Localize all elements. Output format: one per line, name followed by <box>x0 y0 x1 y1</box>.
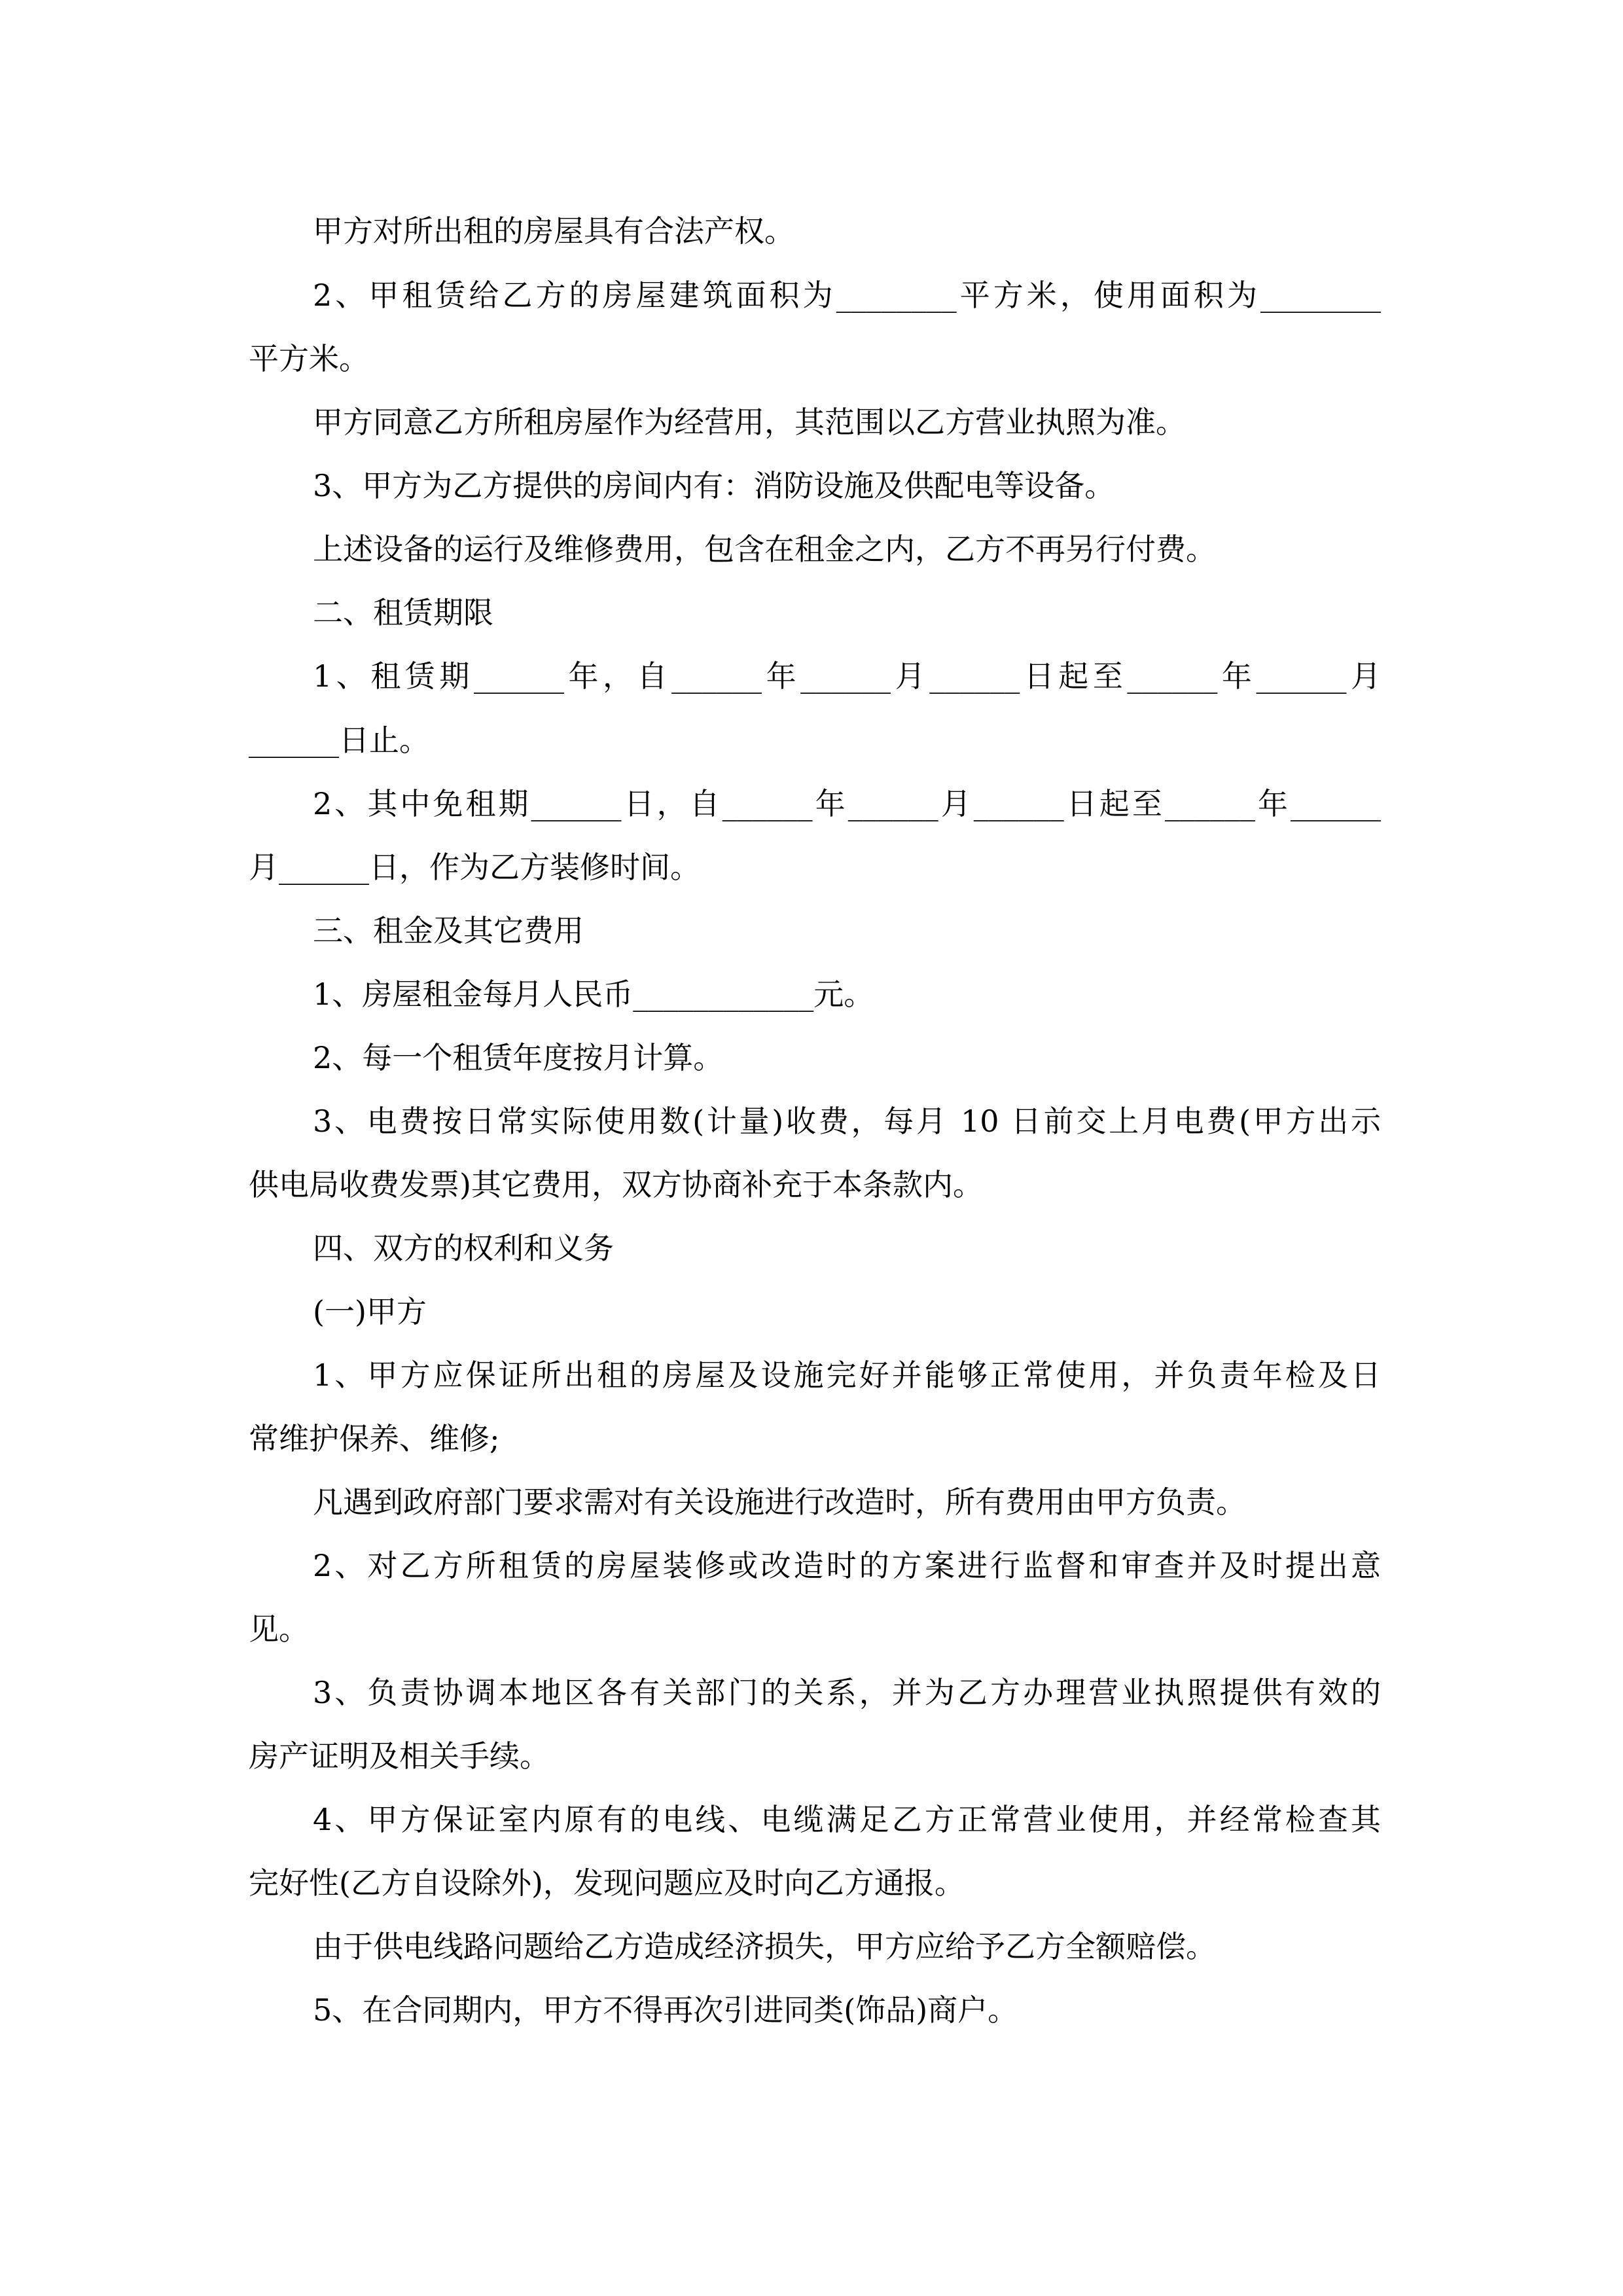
paragraph-line: 甲方同意乙方所租房屋作为经营用，其范围以乙方营业执照为准。 <box>313 404 1186 440</box>
paragraph-line: 1、甲方应保证所出租的房屋及设施完好并能够正常使用，并负责年检及日 <box>313 1357 1381 1393</box>
paragraph-line: 月______日，作为乙方装修时间。 <box>249 850 700 885</box>
paragraph-line: 凡遇到政府部门要求需对有关设施进行改造时，所有费用由甲方负责。 <box>313 1484 1246 1520</box>
paragraph-line: 2、甲租赁给乙方的房屋建筑面积为________平方米，使用面积为________ <box>313 278 1381 313</box>
paragraph-line: 见。 <box>249 1611 309 1647</box>
paragraph-line: 1、房屋租金每月人民币____________元。 <box>313 977 874 1012</box>
paragraph-line: 平方米。 <box>249 341 369 376</box>
paragraph-line: 5、在合同期内，甲方不得再次引进同类(饰品)商户。 <box>313 1992 1018 2028</box>
paragraph-line: 3、电费按日常实际使用数(计量)收费，每月 10 日前交上月电费(甲方出示 <box>313 1103 1381 1139</box>
paragraph-line: 4、甲方保证室内原有的电线、电缆满足乙方正常营业使用，并经常检查其 <box>313 1802 1381 1837</box>
paragraph-line: 供电局收费发票)其它费用，双方协商补充于本条款内。 <box>249 1167 983 1202</box>
paragraph-line: 由于供电线路问题给乙方造成经济损失，甲方应给予乙方全额赔偿。 <box>313 1929 1216 1964</box>
paragraph-line: 房产证明及相关手续。 <box>249 1738 550 1774</box>
paragraph-line: 上述设备的运行及维修费用，包含在租金之内，乙方不再另行付费。 <box>313 531 1216 567</box>
paragraph-line: 常维护保养、维修; <box>249 1421 500 1456</box>
paragraph-line: 3、甲方为乙方提供的房间内有：消防设施及供配电等设备。 <box>313 468 1115 503</box>
paragraph-line: 完好性(乙方自设除外)，发现问题应及时向乙方通报。 <box>249 1865 965 1901</box>
paragraph-line: 2、其中免租期______日，自______年______月______日起至______年______ <box>313 786 1381 821</box>
paragraph-line: 3、负责协调本地区各有关部门的关系，并为乙方办理营业执照提供有效的 <box>313 1675 1381 1710</box>
subsection-heading: (一)甲方 <box>313 1294 427 1329</box>
section-heading: 二、租赁期限 <box>313 595 493 630</box>
paragraph-line: 甲方对所出租的房屋具有合法产权。 <box>313 213 794 249</box>
section-heading: 四、双方的权利和义务 <box>313 1230 614 1266</box>
paragraph-line: 2、每一个租赁年度按月计算。 <box>313 1040 724 1075</box>
paragraph-line: 1、租赁期______年，自______年______月______日起至______年______月 <box>313 658 1381 694</box>
paragraph-line: ______日止。 <box>249 723 429 758</box>
paragraph-line: 2、对乙方所租赁的房屋装修或改造时的方案进行监督和审查并及时提出意 <box>313 1548 1381 1583</box>
section-heading: 三、租金及其它费用 <box>313 913 584 948</box>
